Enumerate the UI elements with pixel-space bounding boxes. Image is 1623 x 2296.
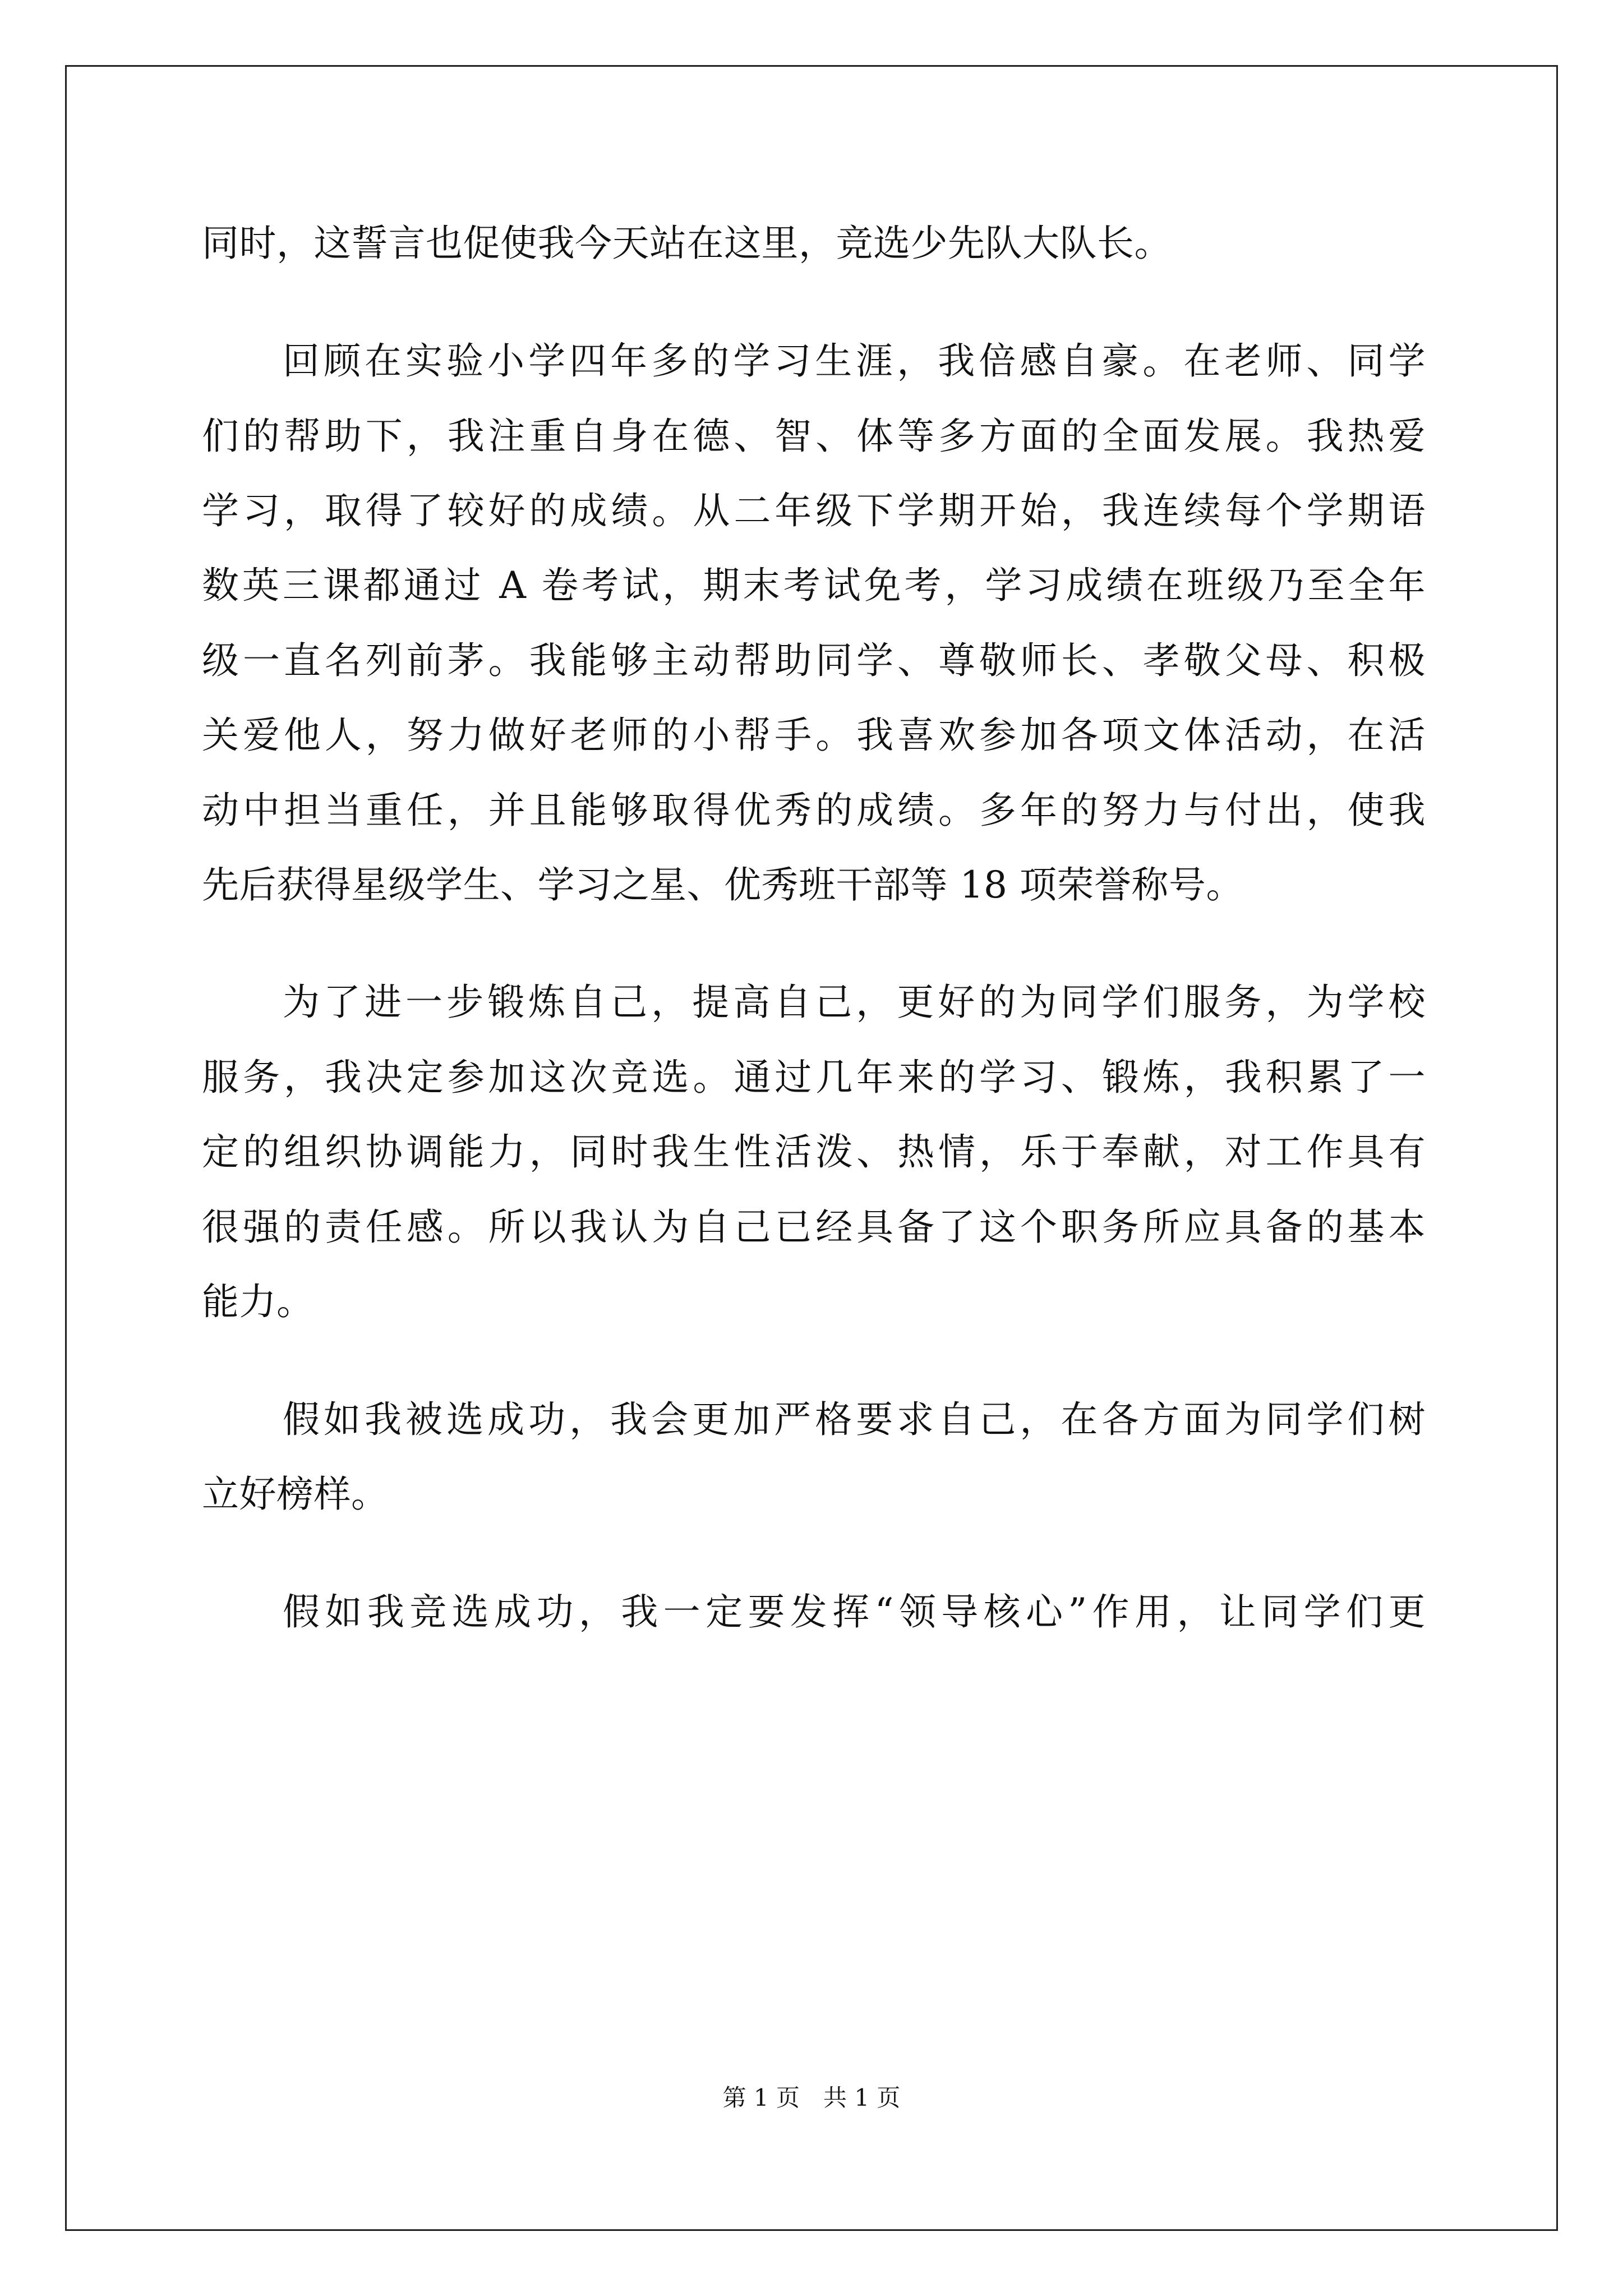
text-line: 先后获得星级学生、学习之星、优秀班干部等 18 项荣誉称号。: [202, 863, 1243, 907]
page-number-footer: 第 1 页 共 1 页: [722, 2084, 901, 2111]
text-line: 很强的责任感。所以我认为自己已经具备了这个职务所应具备的基本: [202, 1205, 1426, 1249]
text-line: 能力。: [202, 1280, 314, 1323]
text-line: 级一直名列前茅。我能够主动帮助同学、尊敬师长、孝敬父母、积极: [202, 639, 1426, 682]
text-line: 立好榜样。: [202, 1473, 389, 1516]
text-line: 学习，取得了较好的成绩。从二年级下学期开始，我连续每个学期语: [202, 489, 1426, 532]
text-line: 动中担当重任，并且能够取得优秀的成绩。多年的努力与付出，使我: [202, 789, 1426, 832]
text-line: 服务，我决定参加这次竞选。通过几年来的学习、锻炼，我积累了一: [202, 1056, 1426, 1099]
text-line: 关爱他人，努力做好老师的小帮手。我喜欢参加各项文体活动，在活: [202, 714, 1426, 757]
text-line: 数英三课都通过 A 卷考试，期末考试免考，学习成绩在班级乃至全年: [202, 564, 1426, 607]
text-line: 定的组织协调能力，同时我生性活泼、热情，乐于奉献，对工作具有: [202, 1130, 1426, 1174]
text-line: 们的帮助下，我注重自身在德、智、体等多方面的全面发展。我热爱: [202, 415, 1426, 458]
text-line: 为了进一步锻炼自己，提高自己，更好的为同学们服务，为学校: [283, 981, 1426, 1024]
text-line: 假如我被选成功，我会更加严格要求自己，在各方面为同学们树: [283, 1398, 1426, 1441]
text-line: 假如我竞选成功，我一定要发挥“领导核心”作用，让同学们更: [283, 1590, 1426, 1634]
text-line: 同时，这誓言也促使我今天站在这里，竞选少先队大队长。: [202, 222, 1172, 265]
text-line: 回顾在实验小学四年多的学习生涯，我倍感自豪。在老师、同学: [283, 339, 1426, 383]
